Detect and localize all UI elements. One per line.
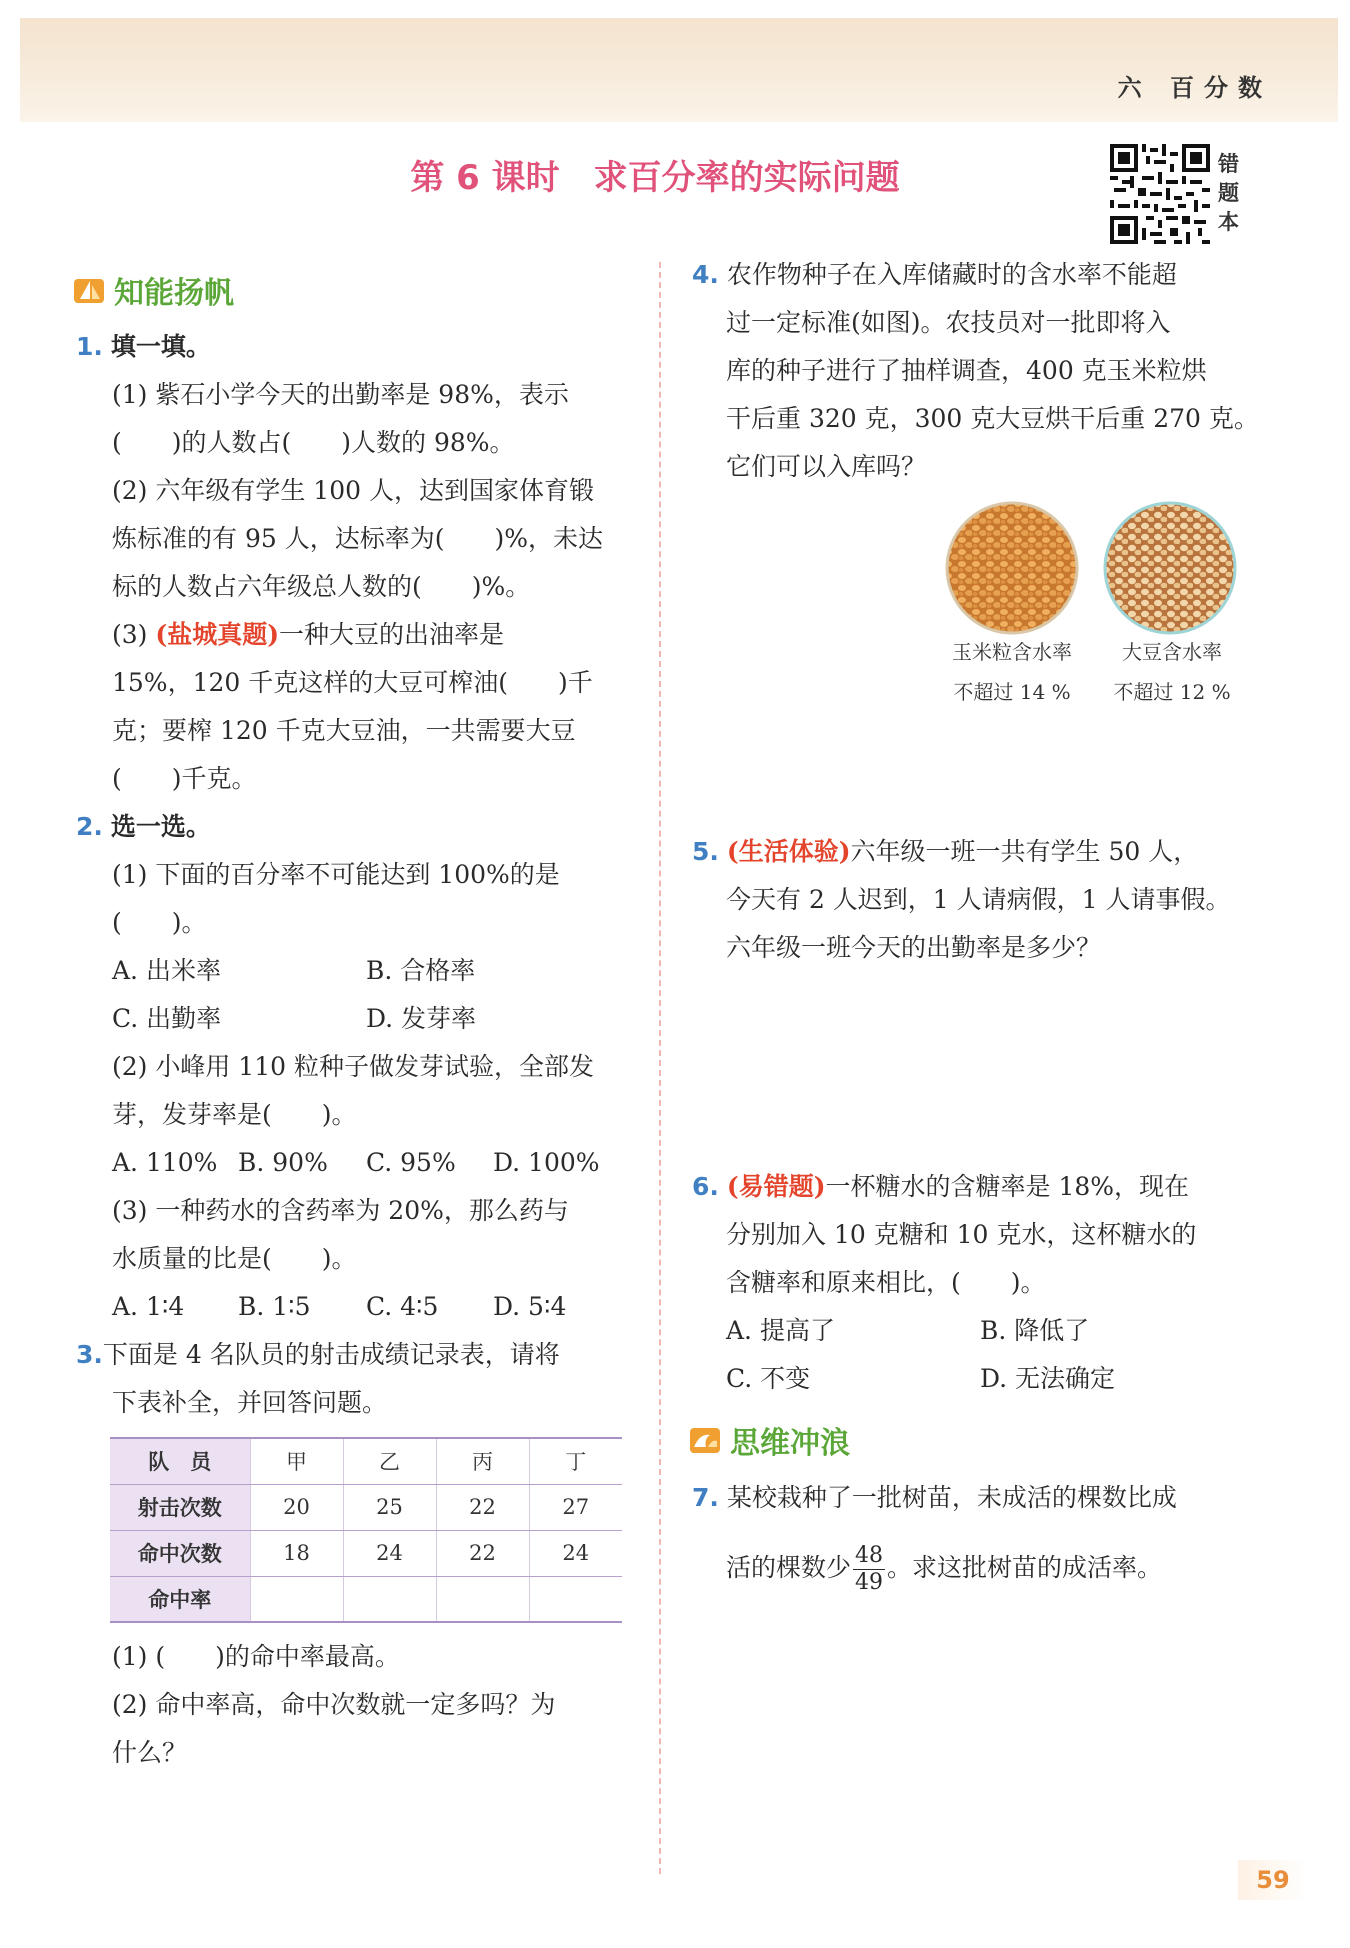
table-cell: 27 — [529, 1484, 622, 1530]
text-segment: (3) — [112, 620, 156, 649]
text-line: 15%，120 千克这样的大豆可榨油( )千 — [112, 668, 593, 697]
text-line: 六年级一班今天的出勤率是多少？ — [726, 933, 1102, 962]
question-number: 6. — [692, 1172, 719, 1201]
table-cell: 24 — [529, 1530, 622, 1576]
table-header-cell: 队 员 — [110, 1438, 250, 1484]
option-c: C. 不变 — [726, 1364, 811, 1393]
caption-line: 玉米粒含水率 — [952, 640, 1072, 664]
column-divider — [659, 262, 661, 1874]
row-label: 命中次数 — [110, 1530, 250, 1576]
text-line: 含糖率和原来相比，( )。 — [726, 1268, 1046, 1297]
table-row — [110, 1576, 622, 1622]
table-cell: 25 — [343, 1484, 436, 1530]
text-line: (3) 一种药水的含药率为 20%，那么药与 — [112, 1196, 569, 1225]
option-a: A. 出米率 — [112, 956, 221, 985]
table-cell: 22 — [436, 1484, 529, 1530]
qr-label: 错题本 — [1218, 152, 1239, 234]
lesson-title: 第 6 课时 求百分率的实际问题 — [410, 158, 900, 198]
option-b: B. 降低了 — [980, 1316, 1090, 1345]
option-c: C. 出勤率 — [112, 1004, 222, 1033]
text-segment: 活的棵数少 — [726, 1553, 852, 1582]
table-row — [110, 1484, 622, 1530]
question-number: 2. — [76, 812, 103, 841]
option-d: D. 5∶4 — [493, 1292, 567, 1321]
option-c: C. 4∶5 — [366, 1292, 439, 1321]
soybean-caption — [1092, 632, 1252, 712]
table-cell: 18 — [250, 1530, 343, 1576]
option-b: B. 合格率 — [366, 956, 476, 985]
table-row — [110, 1530, 622, 1576]
text-segment: 某校栽种了一批树苗，未成活的棵数比成 — [726, 1483, 1177, 1512]
fraction-numerator: 48 — [855, 1543, 884, 1568]
question-number: 5. — [692, 837, 719, 866]
option-a: A. 1∶4 — [112, 1292, 185, 1321]
text-line: 什么？ — [112, 1738, 188, 1767]
page-number: 59 — [1238, 1860, 1308, 1900]
text-line: 今天有 2 人迟到，1 人请病假，1 人请事假。 — [726, 885, 1231, 914]
qr-code-icon[interactable] — [1110, 144, 1210, 244]
fraction — [853, 1543, 885, 1596]
score-table — [110, 1437, 622, 1623]
source-tag: (易错题) — [726, 1172, 826, 1201]
wave-icon — [690, 1425, 722, 1455]
corn-caption — [932, 632, 1092, 712]
text-line: (2) 命中率高，命中次数就一定多吗？为 — [112, 1690, 556, 1719]
q6-line1 — [692, 1163, 1189, 1211]
text-line: 标的人数占六年级总人数的( )%。 — [112, 572, 531, 601]
q5-line1 — [692, 828, 1198, 876]
answer-cell[interactable] — [436, 1576, 529, 1622]
text-line: 过一定标准(如图)。农技员对一批即将入 — [726, 308, 1171, 337]
section-title: 知能扬帆 — [114, 276, 234, 311]
q3-line1 — [76, 1331, 560, 1379]
source-tag: (生活体验) — [726, 837, 851, 866]
question-number: 3. — [76, 1340, 103, 1369]
text-segment: 。求这批树苗的成活率。 — [887, 1553, 1163, 1582]
option-b: B. 1∶5 — [238, 1292, 311, 1321]
text-segment: 下面是 4 名队员的射击成绩记录表，请将 — [102, 1340, 560, 1369]
text-line: ( )的人数占( )人数的 98%。 — [112, 428, 515, 457]
table-header-row — [110, 1438, 622, 1484]
text-line: 水质量的比是( )。 — [112, 1244, 357, 1273]
text-segment: 一种大豆的出油率是 — [279, 620, 505, 649]
answer-cell[interactable] — [343, 1576, 436, 1622]
table-header-cell: 乙 — [343, 1438, 436, 1484]
text-line: (1) ( )的命中率最高。 — [112, 1642, 400, 1671]
section-title: 思维冲浪 — [730, 1426, 850, 1461]
text-line: (2) 六年级有学生 100 人，达到国家体育锻 — [112, 476, 594, 505]
chapter-title: 六 百分数 — [1117, 74, 1272, 102]
question-title: 填一填。 — [110, 332, 211, 361]
question-title: 选一选。 — [110, 812, 211, 841]
text-line: (1) 紫石小学今天的出勤率是 98%，表示 — [112, 380, 569, 409]
table-cell: 22 — [436, 1530, 529, 1576]
option-c: C. 95% — [366, 1148, 456, 1177]
q1-heading — [76, 323, 211, 371]
section-heading-siwei — [690, 1418, 850, 1462]
q7-line2 — [726, 1538, 1162, 1598]
row-label: 命中率 — [110, 1576, 250, 1622]
option-a: A. 110% — [112, 1148, 218, 1177]
answer-cell[interactable] — [529, 1576, 622, 1622]
text-line: (1) 下面的百分率不可能达到 100%的是 — [112, 860, 560, 889]
source-tag: (盐城真题) — [155, 620, 280, 649]
q4-line1 — [692, 251, 1177, 299]
q7-line1 — [692, 1474, 1177, 1522]
table-cell: 20 — [250, 1484, 343, 1530]
option-a: A. 提高了 — [726, 1316, 835, 1345]
caption-line: 不超过 12 % — [1113, 680, 1231, 704]
row-label: 射击次数 — [110, 1484, 250, 1530]
answer-cell[interactable] — [250, 1576, 343, 1622]
option-b: B. 90% — [238, 1148, 328, 1177]
text-line: (2) 小峰用 110 粒种子做发芽试验，全部发 — [112, 1052, 594, 1081]
sail-icon — [74, 275, 106, 305]
section-heading-zhineng — [74, 268, 234, 312]
text-line: ( )千克。 — [112, 764, 257, 793]
question-number: 7. — [692, 1483, 719, 1512]
text-segment: 一杯糖水的含糖率是 18%，现在 — [825, 1172, 1190, 1201]
text-line: 干后重 320 克，300 克大豆烘干后重 270 克。 — [726, 404, 1259, 433]
text-line: 分别加入 10 克糖和 10 克水，这杯糖水的 — [726, 1220, 1197, 1249]
text-line: 芽，发芽率是( )。 — [112, 1100, 357, 1129]
caption-line: 不超过 14 % — [953, 680, 1071, 704]
option-d: D. 发芽率 — [366, 1004, 477, 1033]
text-line: 下表补全，并回答问题。 — [112, 1388, 388, 1417]
text-line: 克；要榨 120 千克大豆油，一共需要大豆 — [112, 716, 576, 745]
soybean-image — [1102, 500, 1238, 636]
corn-kernels-image — [944, 500, 1080, 636]
q2-heading — [76, 803, 211, 851]
table-cell: 24 — [343, 1530, 436, 1576]
text-line: 库的种子进行了抽样调查，400 克玉米粒烘 — [726, 356, 1207, 385]
text-segment: 六年级一班一共有学生 50 人， — [850, 837, 1199, 866]
q1-part3-line — [112, 611, 504, 659]
table-header-cell: 丁 — [529, 1438, 622, 1484]
text-line: 它们可以入库吗？ — [726, 452, 927, 481]
fraction-denominator: 49 — [855, 1570, 884, 1595]
text-line: 炼标准的有 95 人，达标率为( )%，未达 — [112, 524, 603, 553]
option-d: D. 100% — [493, 1148, 600, 1177]
table-header-cell: 甲 — [250, 1438, 343, 1484]
option-d: D. 无法确定 — [980, 1364, 1116, 1393]
text-line: ( )。 — [112, 908, 207, 937]
text-segment: 农作物种子在入库储藏时的含水率不能超 — [726, 260, 1177, 289]
table-header-cell: 丙 — [436, 1438, 529, 1484]
caption-line: 大豆含水率 — [1122, 640, 1222, 664]
question-number: 1. — [76, 332, 103, 361]
question-number: 4. — [692, 260, 719, 289]
